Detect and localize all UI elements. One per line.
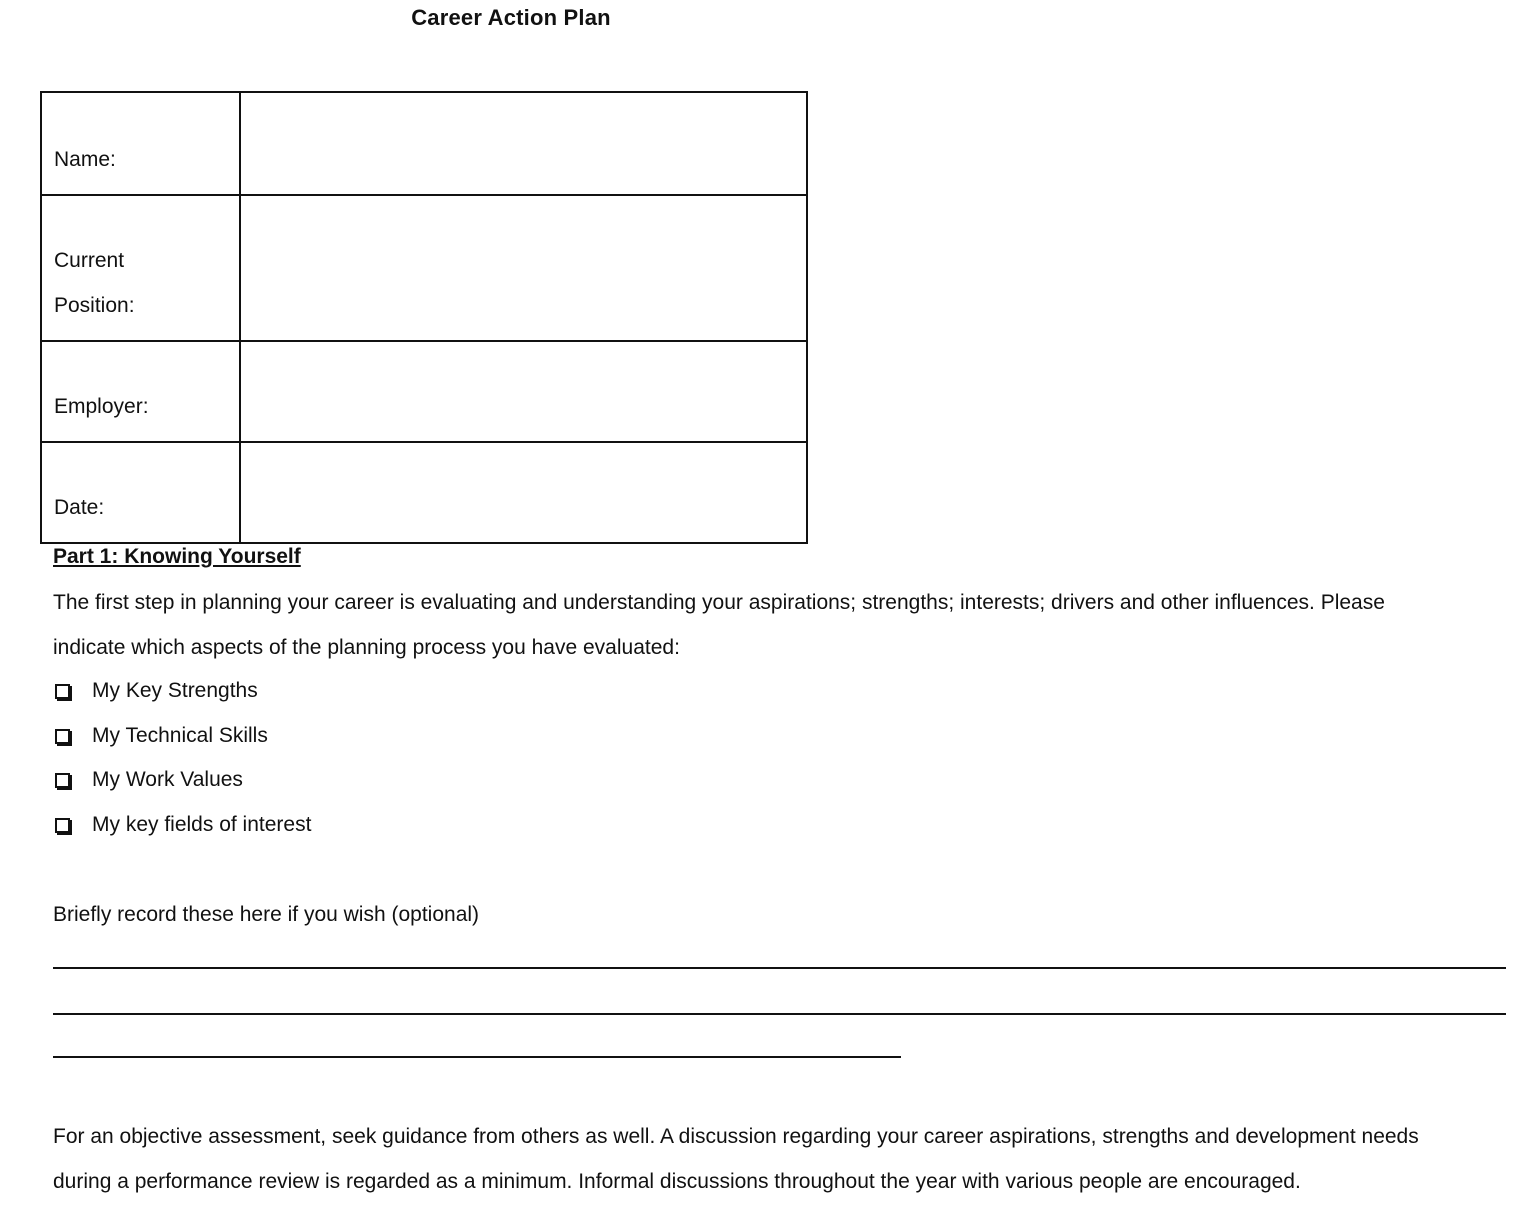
part1-intro <box>53 580 1503 670</box>
guidance-paragraph <box>53 1114 1513 1204</box>
date-field[interactable] <box>240 442 807 543</box>
optional-record-prompt: Briefly record these here if you wish (optional) <box>53 903 480 926</box>
page-title: Career Action Plan <box>411 5 611 30</box>
current-position-label <box>41 195 240 341</box>
table-row-position <box>41 195 807 341</box>
checklist-item-fields-of-interest[interactable] <box>53 803 311 848</box>
checkbox-icon[interactable] <box>55 773 70 788</box>
evaluation-checklist <box>53 669 311 848</box>
checklist-item-label: My Key Strengths <box>92 679 258 702</box>
date-label: Date: <box>41 442 240 543</box>
checklist-item-label: My Technical Skills <box>92 723 268 747</box>
part1-intro-line2: indicate which aspects of the planning process you have evaluated: <box>53 636 680 659</box>
part1-intro-line1: The first step in planning your career is evaluating and understanding your aspirations; strengths; interests; drivers and other influences. Please <box>53 591 1385 614</box>
checkbox-icon[interactable] <box>55 818 70 833</box>
personal-info-table <box>40 91 808 544</box>
name-field[interactable] <box>240 92 807 195</box>
checkbox-icon[interactable] <box>55 684 70 699</box>
checklist-item-work-values[interactable] <box>53 758 311 803</box>
write-in-line-1[interactable] <box>53 967 1506 969</box>
write-in-line-2[interactable] <box>53 1013 1506 1015</box>
table-row-employer <box>41 341 807 442</box>
guidance-line1: For an objective assessment, seek guidance from others as well. A discussion regarding your career aspirations, strengths and development needs <box>53 1125 1419 1148</box>
table-row-date <box>41 442 807 543</box>
checkbox-icon[interactable] <box>55 729 70 744</box>
current-position-label-line2: Position: <box>54 294 135 317</box>
write-in-line-3[interactable] <box>53 1056 901 1058</box>
name-label: Name: <box>41 92 240 195</box>
part1-heading: Part 1: Knowing Yourself <box>53 545 301 568</box>
checklist-item-key-strengths[interactable] <box>53 669 311 714</box>
table-row-name <box>41 92 807 195</box>
employer-field[interactable] <box>240 341 807 442</box>
guidance-line2: during a performance review is regarded as a minimum. Informal discussions throughout the year with various people are encouraged. <box>53 1170 1301 1193</box>
checklist-item-technical-skills[interactable] <box>53 714 311 759</box>
checklist-item-label: My Work Values <box>92 768 243 792</box>
employer-label: Employer: <box>41 341 240 442</box>
checklist-item-label: My key fields of interest <box>92 813 312 837</box>
current-position-field[interactable] <box>240 195 807 341</box>
current-position-label-line1: Current <box>54 249 125 272</box>
